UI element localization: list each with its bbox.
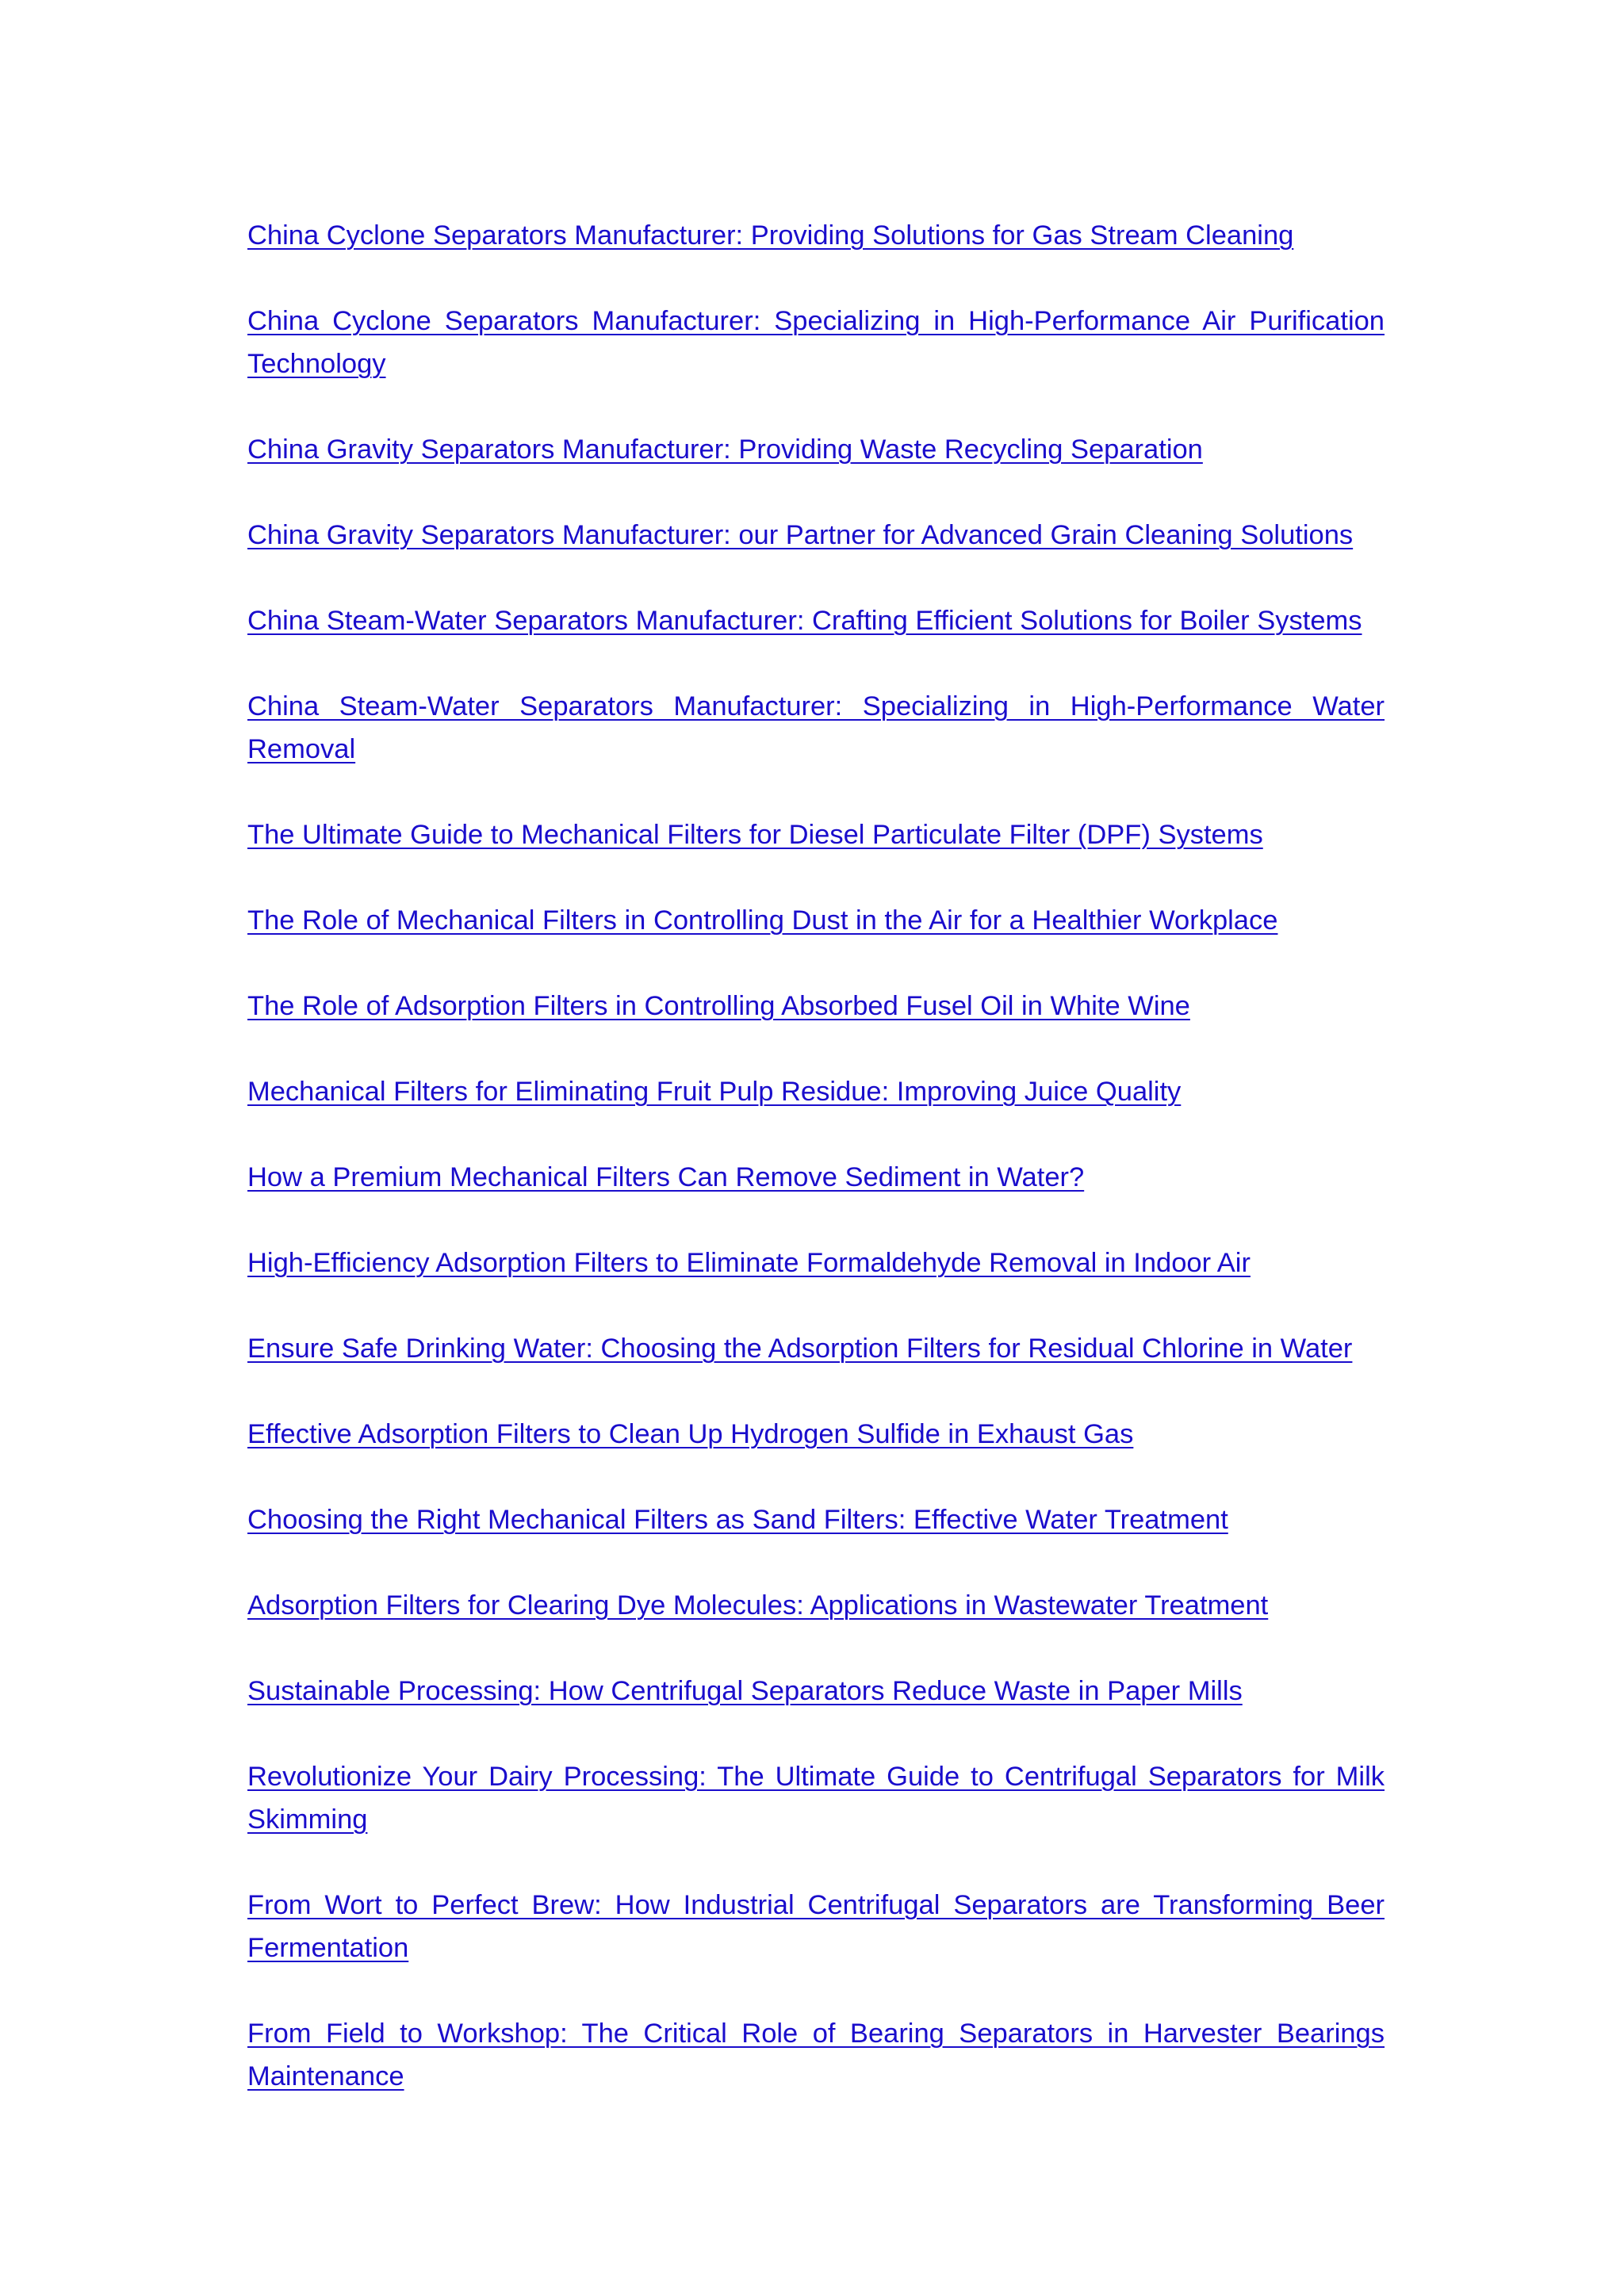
article-link[interactable]: From Wort to Perfect Brew: How Industrial Centrifugal Separators are Transforming Beer Fermentation	[247, 1890, 1385, 1963]
article-link[interactable]: Adsorption Filters for Clearing Dye Molecules: Applications in Wastewater Treatment	[247, 1590, 1269, 1621]
article-link[interactable]: Sustainable Processing: How Centrifugal Separators Reduce Waste in Paper Mills	[247, 1676, 1243, 1706]
article-link[interactable]: From Field to Workshop: The Critical Role of Bearing Separators in Harvester Bearings Maintenance	[247, 2019, 1385, 2091]
list-item	[247, 1156, 1385, 1199]
list-item	[247, 685, 1385, 771]
list-item	[247, 1884, 1385, 1969]
list-item	[247, 300, 1385, 385]
article-link[interactable]: China Gravity Separators Manufacturer: our Partner for Advanced Grain Cleaning Solutions	[247, 520, 1354, 550]
article-link[interactable]: How a Premium Mechanical Filters Can Remove Sediment in Water?	[247, 1162, 1085, 1192]
list-item	[247, 1584, 1385, 1627]
article-link-list	[247, 214, 1385, 2141]
article-link[interactable]: The Ultimate Guide to Mechanical Filters for Diesel Particulate Filter (DPF) Systems	[247, 820, 1263, 850]
article-link[interactable]: The Role of Mechanical Filters in Controlling Dust in the Air for a Healthier Workplace	[247, 905, 1278, 936]
article-link[interactable]: The Role of Adsorption Filters in Controlling Absorbed Fusel Oil in White Wine	[247, 991, 1190, 1021]
article-link[interactable]: Ensure Safe Drinking Water: Choosing the Adsorption Filters for Residual Chlorine in Water	[247, 1334, 1353, 1364]
list-item	[247, 599, 1385, 642]
article-link[interactable]: Mechanical Filters for Eliminating Fruit Pulp Residue: Improving Juice Quality	[247, 1077, 1182, 1107]
article-link[interactable]: China Gravity Separators Manufacturer: Providing Waste Recycling Separation	[247, 434, 1203, 465]
list-item	[247, 813, 1385, 856]
list-item	[247, 214, 1385, 257]
list-item	[247, 899, 1385, 942]
list-item	[247, 1070, 1385, 1113]
list-item	[247, 1670, 1385, 1712]
list-item	[247, 1755, 1385, 1841]
list-item	[247, 1498, 1385, 1541]
list-item	[247, 1242, 1385, 1284]
article-link[interactable]: China Cyclone Separators Manufacturer: Specializing in High-Performance Air Purification Technology	[247, 306, 1385, 379]
article-link[interactable]: Effective Adsorption Filters to Clean Up Hydrogen Sulfide in Exhaust Gas	[247, 1419, 1134, 1449]
list-item	[247, 1413, 1385, 1456]
list-item	[247, 428, 1385, 471]
article-link[interactable]: Choosing the Right Mechanical Filters as Sand Filters: Effective Water Treatment	[247, 1505, 1228, 1535]
article-link[interactable]: China Steam-Water Separators Manufacturer: Crafting Efficient Solutions for Boiler Systems	[247, 606, 1362, 636]
article-link[interactable]: China Steam-Water Separators Manufacturer: Specializing in High-Performance Water Removal	[247, 691, 1385, 764]
list-item	[247, 1327, 1385, 1370]
article-link[interactable]: High-Efficiency Adsorption Filters to Eliminate Formaldehyde Removal in Indoor Air	[247, 1248, 1251, 1278]
list-item	[247, 2012, 1385, 2098]
list-item	[247, 514, 1385, 557]
list-item	[247, 985, 1385, 1027]
article-link[interactable]: Revolutionize Your Dairy Processing: The Ultimate Guide to Centrifugal Separators for Milk Skimming	[247, 1762, 1385, 1835]
article-link[interactable]: China Cyclone Separators Manufacturer: Providing Solutions for Gas Stream Cleaning	[247, 220, 1294, 251]
